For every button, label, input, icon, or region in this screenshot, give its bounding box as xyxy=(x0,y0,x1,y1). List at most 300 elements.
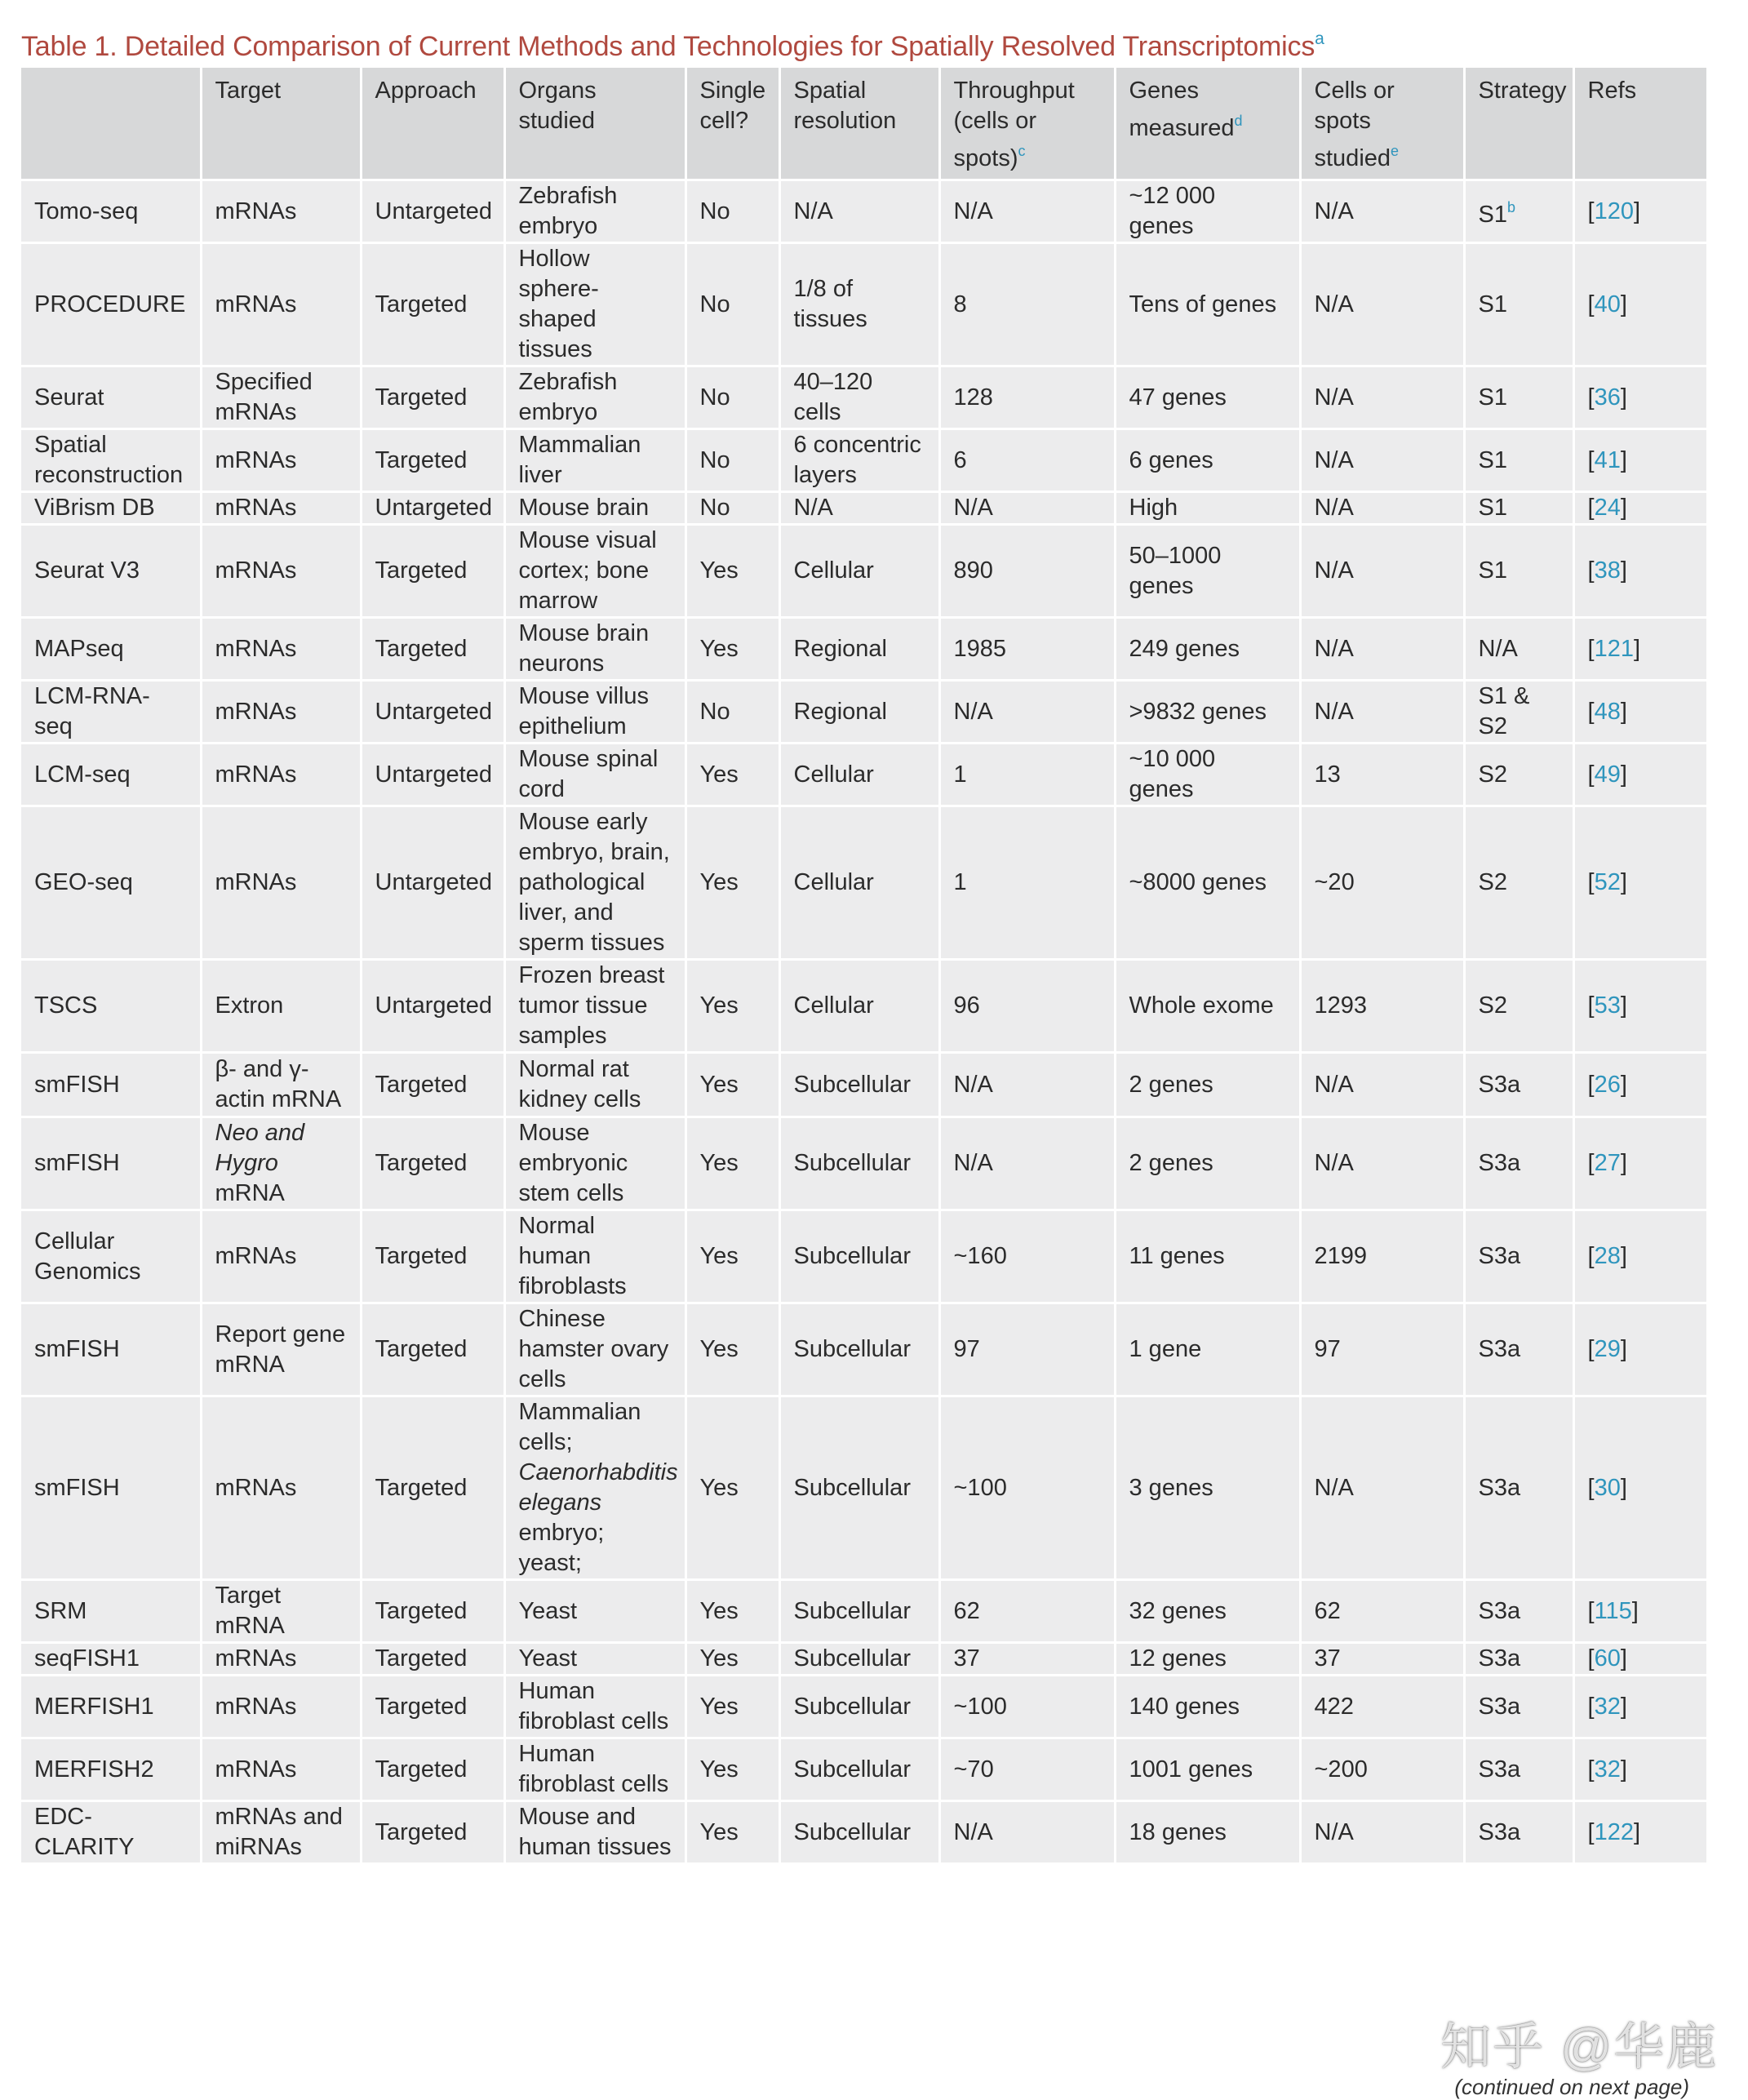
cell-approach xyxy=(361,1117,504,1210)
approach-text: Targeted xyxy=(375,291,468,317)
cell-organs xyxy=(504,1738,685,1801)
approach-text: Targeted xyxy=(375,1071,468,1098)
ref-close-bracket: ] xyxy=(1620,384,1627,411)
cells-value: N/A xyxy=(1314,1071,1354,1098)
single-cell-value: Yes xyxy=(699,1150,739,1176)
header-label: Organs studied xyxy=(518,78,597,134)
resolution-value: Subcellular xyxy=(793,1645,911,1672)
cell-single-cell xyxy=(685,681,779,744)
cell-refs xyxy=(1573,806,1706,960)
cell-genes-measured xyxy=(1115,429,1300,492)
cell-target xyxy=(201,180,361,243)
table-row xyxy=(21,429,1706,492)
cell-organs xyxy=(504,1117,685,1210)
ref-close-bracket: ] xyxy=(1620,1071,1627,1098)
method-name: Tomo-seq xyxy=(34,198,139,224)
genes-value: >9832 genes xyxy=(1129,698,1267,725)
target-text: mRNAs xyxy=(215,1645,297,1672)
organs-text: Yeast xyxy=(518,1645,577,1672)
cell-throughput xyxy=(939,429,1115,492)
cell-target xyxy=(201,1210,361,1303)
organs-text: Human fibroblast cells xyxy=(518,1741,669,1797)
cell-cells-studied xyxy=(1300,1303,1464,1396)
cell-target xyxy=(201,1580,361,1643)
method-name: EDC-CLARITY xyxy=(34,1804,135,1860)
cell-genes-measured xyxy=(1115,744,1300,806)
cell-approach xyxy=(361,681,504,744)
target-text: mRNAs xyxy=(215,557,297,584)
ref-link[interactable]: 49 xyxy=(1594,761,1621,788)
method-name: PROCEDURE xyxy=(34,291,186,317)
table-row xyxy=(21,492,1706,525)
ref-open-bracket: [ xyxy=(1587,291,1595,317)
cell-single-cell xyxy=(685,525,779,618)
cell-method xyxy=(21,960,201,1053)
cell-single-cell xyxy=(685,243,779,366)
table-body xyxy=(21,180,1706,1863)
cell-cells-studied xyxy=(1300,806,1464,960)
cell-approach xyxy=(361,429,504,492)
cell-refs xyxy=(1573,681,1706,744)
table-row xyxy=(21,806,1706,960)
approach-text: Untargeted xyxy=(375,869,492,895)
cell-genes-measured xyxy=(1115,1580,1300,1643)
single-cell-value: Yes xyxy=(699,761,739,788)
cell-cells-studied xyxy=(1300,1801,1464,1863)
cell-method xyxy=(21,1303,201,1396)
single-cell-value: Yes xyxy=(699,635,739,662)
throughput-value: N/A xyxy=(953,495,993,521)
cell-spatial-resolution xyxy=(779,806,939,960)
cell-throughput xyxy=(939,492,1115,525)
ref-open-bracket: [ xyxy=(1587,869,1595,895)
genes-value: 1 gene xyxy=(1129,1336,1202,1362)
cell-approach xyxy=(361,1580,504,1643)
ref-close-bracket: ] xyxy=(1620,1756,1627,1783)
cell-cells-studied xyxy=(1300,243,1464,366)
method-name: SRM xyxy=(34,1597,87,1624)
cell-single-cell xyxy=(685,366,779,429)
cell-organs xyxy=(504,1396,685,1580)
ref-close-bracket: ] xyxy=(1633,198,1641,224)
genes-value: High xyxy=(1129,495,1178,521)
resolution-value: Regional xyxy=(793,698,887,725)
cell-refs xyxy=(1573,366,1706,429)
cell-refs xyxy=(1573,744,1706,806)
cell-strategy xyxy=(1464,1580,1573,1643)
cell-target xyxy=(201,1303,361,1396)
header-label: Cells or spots studied xyxy=(1314,78,1395,171)
ref-link[interactable]: 120 xyxy=(1594,198,1634,224)
cell-approach xyxy=(361,1396,504,1580)
cell-organs xyxy=(504,243,685,366)
method-name: LCM-RNA-seq xyxy=(34,683,150,739)
cell-genes-measured xyxy=(1115,806,1300,960)
target-text: mRNAs xyxy=(215,1693,297,1720)
cell-cells-studied xyxy=(1300,1053,1464,1117)
table-row xyxy=(21,1643,1706,1676)
cell-single-cell xyxy=(685,1801,779,1863)
ref-link[interactable]: 28 xyxy=(1594,1243,1621,1269)
ref-link[interactable]: 52 xyxy=(1594,869,1621,895)
cell-strategy xyxy=(1464,366,1573,429)
cell-spatial-resolution xyxy=(779,243,939,366)
throughput-value: 62 xyxy=(953,1597,980,1624)
approach-text: Targeted xyxy=(375,1818,468,1845)
organs-text: Mouse brain neurons xyxy=(518,620,650,677)
ref-link[interactable]: 40 xyxy=(1594,291,1621,317)
target-text: Target mRNA xyxy=(215,1583,285,1639)
genes-value: 2 genes xyxy=(1129,1071,1213,1098)
cell-genes-measured xyxy=(1115,1117,1300,1210)
throughput-value: 128 xyxy=(953,384,993,411)
resolution-value: Subcellular xyxy=(793,1336,911,1362)
cell-genes-measured xyxy=(1115,1303,1300,1396)
cells-value: 13 xyxy=(1314,761,1341,788)
ref-open-bracket: [ xyxy=(1587,1150,1595,1176)
ref-link[interactable]: 122 xyxy=(1594,1818,1634,1845)
resolution-value: Cellular xyxy=(793,869,874,895)
comparison-table xyxy=(21,68,1706,1862)
method-name: seqFISH1 xyxy=(34,1645,140,1672)
header-label: Approach xyxy=(375,78,477,104)
header-genes-measured xyxy=(1115,68,1300,180)
header-footnote-marker: e xyxy=(1391,143,1400,159)
approach-text: Targeted xyxy=(375,446,468,473)
ref-open-bracket: [ xyxy=(1587,1818,1595,1845)
table-row xyxy=(21,960,1706,1053)
cell-single-cell xyxy=(685,1303,779,1396)
genes-value: ~10 000 genes xyxy=(1129,746,1216,802)
single-cell-value: Yes xyxy=(699,1818,739,1845)
cell-single-cell xyxy=(685,1738,779,1801)
ref-open-bracket: [ xyxy=(1587,1597,1595,1624)
header-label: Throughput (cells or spots) xyxy=(953,78,1075,171)
ref-link[interactable]: 32 xyxy=(1594,1756,1621,1783)
ref-open-bracket: [ xyxy=(1587,1474,1595,1501)
header-strategy xyxy=(1464,68,1573,180)
cell-refs xyxy=(1573,492,1706,525)
table-row xyxy=(21,1210,1706,1303)
cells-value: N/A xyxy=(1314,384,1354,411)
cell-target xyxy=(201,1396,361,1580)
cells-value: 62 xyxy=(1314,1597,1341,1624)
cell-throughput xyxy=(939,1676,1115,1738)
cell-spatial-resolution xyxy=(779,429,939,492)
cells-value: N/A xyxy=(1314,198,1354,224)
strategy-value: S3a xyxy=(1478,1597,1521,1624)
resolution-value: Cellular xyxy=(793,992,874,1019)
genes-value: ~12 000 genes xyxy=(1129,183,1216,239)
genes-value: 140 genes xyxy=(1129,1693,1240,1720)
cell-method xyxy=(21,618,201,681)
organs-italic: Caenorhabditis elegans xyxy=(518,1459,678,1516)
cell-strategy xyxy=(1464,1801,1573,1863)
cell-throughput xyxy=(939,1738,1115,1801)
cell-refs xyxy=(1573,1801,1706,1863)
table-row xyxy=(21,1396,1706,1580)
cell-organs xyxy=(504,1676,685,1738)
target-text: mRNAs and miRNAs xyxy=(215,1804,343,1860)
cell-method xyxy=(21,1580,201,1643)
ref-close-bracket: ] xyxy=(1620,1645,1627,1672)
cell-refs xyxy=(1573,1053,1706,1117)
cell-refs xyxy=(1573,1580,1706,1643)
method-name: MERFISH1 xyxy=(34,1693,154,1720)
single-cell-value: Yes xyxy=(699,1693,739,1720)
cell-method xyxy=(21,1676,201,1738)
cell-target xyxy=(201,960,361,1053)
target-text: mRNAs xyxy=(215,1243,297,1269)
ref-close-bracket: ] xyxy=(1631,1597,1639,1624)
resolution-value: N/A xyxy=(793,198,833,224)
cell-organs xyxy=(504,492,685,525)
throughput-value: 1 xyxy=(953,761,967,788)
target-text: mRNAs xyxy=(215,761,297,788)
resolution-value: Regional xyxy=(793,635,887,662)
cell-strategy xyxy=(1464,1396,1573,1580)
organs-text: Mammalian cells; xyxy=(518,1399,641,1455)
ref-link[interactable]: 24 xyxy=(1594,495,1621,521)
table-row xyxy=(21,1580,1706,1643)
header-label: Single cell? xyxy=(699,78,766,134)
approach-text: Untargeted xyxy=(375,992,492,1019)
ref-open-bracket: [ xyxy=(1587,1645,1595,1672)
cell-genes-measured xyxy=(1115,243,1300,366)
strategy-value: S1 xyxy=(1478,557,1507,584)
ref-open-bracket: [ xyxy=(1587,1756,1595,1783)
strategy-value: S3a xyxy=(1478,1693,1521,1720)
throughput-value: 37 xyxy=(953,1645,980,1672)
organs-text: Mouse villus epithelium xyxy=(518,683,650,739)
method-name: smFISH xyxy=(34,1150,120,1176)
single-cell-value: Yes xyxy=(699,1597,739,1624)
throughput-value: 6 xyxy=(953,446,967,473)
ref-close-bracket: ] xyxy=(1620,761,1627,788)
header-organs xyxy=(504,68,685,180)
cell-cells-studied xyxy=(1300,1738,1464,1801)
cell-strategy xyxy=(1464,618,1573,681)
genes-value: Whole exome xyxy=(1129,992,1274,1019)
throughput-value: 890 xyxy=(953,557,993,584)
table-row xyxy=(21,525,1706,618)
ref-link[interactable]: 53 xyxy=(1594,992,1621,1019)
ref-link[interactable]: 29 xyxy=(1594,1336,1621,1362)
organs-text: Mouse embryonic stem cells xyxy=(518,1120,628,1206)
table-row xyxy=(21,1303,1706,1396)
ref-open-bracket: [ xyxy=(1587,698,1595,725)
cell-spatial-resolution xyxy=(779,1801,939,1863)
single-cell-value: Yes xyxy=(699,1756,739,1783)
resolution-value: Subcellular xyxy=(793,1243,911,1269)
cell-spatial-resolution xyxy=(779,681,939,744)
cell-cells-studied xyxy=(1300,744,1464,806)
genes-value: 18 genes xyxy=(1129,1818,1227,1845)
target-text: mRNAs xyxy=(215,635,297,662)
cell-organs xyxy=(504,1801,685,1863)
single-cell-value: No xyxy=(699,698,730,725)
target-text: mRNAs xyxy=(215,291,297,317)
method-name: MAPseq xyxy=(34,635,124,662)
cell-method xyxy=(21,806,201,960)
method-name: smFISH xyxy=(34,1474,120,1501)
method-name: smFISH xyxy=(34,1071,120,1098)
cell-cells-studied xyxy=(1300,1210,1464,1303)
target-text: mRNAs xyxy=(215,198,297,224)
organs-text: Human fibroblast cells xyxy=(518,1678,669,1734)
cell-method xyxy=(21,1053,201,1117)
ref-link[interactable]: 41 xyxy=(1594,446,1621,473)
cell-approach xyxy=(361,1801,504,1863)
cells-value: N/A xyxy=(1314,291,1354,317)
target-text: Extron xyxy=(215,992,284,1019)
cell-single-cell xyxy=(685,1117,779,1210)
throughput-value: 96 xyxy=(953,992,980,1019)
ref-open-bracket: [ xyxy=(1587,384,1595,411)
method-name: smFISH xyxy=(34,1336,120,1362)
cell-target xyxy=(201,1738,361,1801)
cell-method xyxy=(21,243,201,366)
ref-close-bracket: ] xyxy=(1633,1818,1641,1845)
target-text: mRNAs xyxy=(215,1756,297,1783)
approach-text: Targeted xyxy=(375,1336,468,1362)
ref-close-bracket: ] xyxy=(1620,1474,1627,1501)
resolution-value: N/A xyxy=(793,495,833,521)
single-cell-value: Yes xyxy=(699,557,739,584)
cell-method xyxy=(21,681,201,744)
organs-text: Mouse early embryo, brain, pathological liver, and sperm tissues xyxy=(518,809,670,956)
cell-method xyxy=(21,492,201,525)
header-label: Genes measured xyxy=(1129,78,1235,141)
target-text: mRNA xyxy=(215,1180,285,1206)
resolution-value: Cellular xyxy=(793,761,874,788)
ref-link[interactable]: 60 xyxy=(1594,1645,1621,1672)
cells-value: N/A xyxy=(1314,635,1354,662)
cell-spatial-resolution xyxy=(779,1738,939,1801)
cell-strategy xyxy=(1464,492,1573,525)
resolution-value: Subcellular xyxy=(793,1693,911,1720)
cell-spatial-resolution xyxy=(779,1396,939,1580)
ref-link[interactable]: 32 xyxy=(1594,1693,1621,1720)
cell-method xyxy=(21,366,201,429)
watermark: 知乎 @华鹿 xyxy=(1440,2019,1719,2076)
throughput-value: 8 xyxy=(953,291,967,317)
cell-strategy xyxy=(1464,806,1573,960)
method-name: Seurat xyxy=(34,384,104,411)
cell-single-cell xyxy=(685,1580,779,1643)
ref-link[interactable]: 30 xyxy=(1594,1474,1621,1501)
ref-link[interactable]: 36 xyxy=(1594,384,1621,411)
cell-spatial-resolution xyxy=(779,525,939,618)
cell-strategy xyxy=(1464,744,1573,806)
cell-organs xyxy=(504,180,685,243)
resolution-value: 6 concentric layers xyxy=(793,432,921,488)
strategy-value: S1 xyxy=(1478,495,1507,521)
header-single-cell xyxy=(685,68,779,180)
cells-value: 1293 xyxy=(1314,992,1368,1019)
cell-approach xyxy=(361,492,504,525)
cell-target xyxy=(201,1801,361,1863)
genes-value: ~8000 genes xyxy=(1129,869,1267,895)
single-cell-value: No xyxy=(699,198,730,224)
cell-target xyxy=(201,681,361,744)
cell-throughput xyxy=(939,1801,1115,1863)
ref-close-bracket: ] xyxy=(1633,635,1641,662)
header-throughput xyxy=(939,68,1115,180)
genes-value: 32 genes xyxy=(1129,1597,1227,1624)
strategy-value: S1 xyxy=(1478,384,1507,411)
strategy-value: S3a xyxy=(1478,1756,1521,1783)
cell-throughput xyxy=(939,618,1115,681)
cell-organs xyxy=(504,806,685,960)
cell-refs xyxy=(1573,525,1706,618)
ref-open-bracket: [ xyxy=(1587,635,1595,662)
table-row xyxy=(21,1676,1706,1738)
approach-text: Untargeted xyxy=(375,198,492,224)
cell-approach xyxy=(361,1303,504,1396)
single-cell-value: No xyxy=(699,495,730,521)
throughput-value: 1985 xyxy=(953,635,1007,662)
ref-close-bracket: ] xyxy=(1620,291,1627,317)
single-cell-value: Yes xyxy=(699,869,739,895)
ref-link[interactable]: 48 xyxy=(1594,698,1621,725)
cell-throughput xyxy=(939,1643,1115,1676)
cell-genes-measured xyxy=(1115,1801,1300,1863)
single-cell-value: Yes xyxy=(699,1243,739,1269)
resolution-value: Subcellular xyxy=(793,1818,911,1845)
cell-refs xyxy=(1573,1210,1706,1303)
header-label: Target xyxy=(215,78,282,104)
method-name: Spatial reconstruction xyxy=(34,432,184,488)
cell-strategy xyxy=(1464,429,1573,492)
cell-refs xyxy=(1573,1643,1706,1676)
approach-text: Targeted xyxy=(375,1474,468,1501)
cell-genes-measured xyxy=(1115,1053,1300,1117)
ref-link[interactable]: 115 xyxy=(1594,1597,1632,1624)
organs-text: Chinese hamster ovary cells xyxy=(518,1306,669,1392)
single-cell-value: No xyxy=(699,446,730,473)
resolution-value: Subcellular xyxy=(793,1474,911,1501)
ref-link[interactable]: 26 xyxy=(1594,1071,1621,1098)
cell-cells-studied xyxy=(1300,1643,1464,1676)
table-row xyxy=(21,1053,1706,1117)
cell-throughput xyxy=(939,1117,1115,1210)
cell-approach xyxy=(361,1210,504,1303)
cell-throughput xyxy=(939,1396,1115,1580)
cells-value: N/A xyxy=(1314,1474,1354,1501)
cell-strategy xyxy=(1464,1210,1573,1303)
cell-refs xyxy=(1573,243,1706,366)
ref-link[interactable]: 121 xyxy=(1594,635,1634,662)
approach-text: Targeted xyxy=(375,1243,468,1269)
cell-target xyxy=(201,525,361,618)
cell-cells-studied xyxy=(1300,1117,1464,1210)
organs-text: Mouse and human tissues xyxy=(518,1804,672,1860)
throughput-value: 1 xyxy=(953,869,967,895)
cell-organs xyxy=(504,1053,685,1117)
cells-value: N/A xyxy=(1314,557,1354,584)
strategy-value: S2 xyxy=(1478,869,1507,895)
cell-strategy xyxy=(1464,525,1573,618)
cell-throughput xyxy=(939,1303,1115,1396)
resolution-value: Subcellular xyxy=(793,1071,911,1098)
ref-link[interactable]: 38 xyxy=(1594,557,1621,584)
approach-text: Targeted xyxy=(375,384,468,411)
ref-open-bracket: [ xyxy=(1587,992,1595,1019)
approach-text: Targeted xyxy=(375,1693,468,1720)
ref-link[interactable]: 27 xyxy=(1594,1150,1621,1176)
cell-method xyxy=(21,1801,201,1863)
